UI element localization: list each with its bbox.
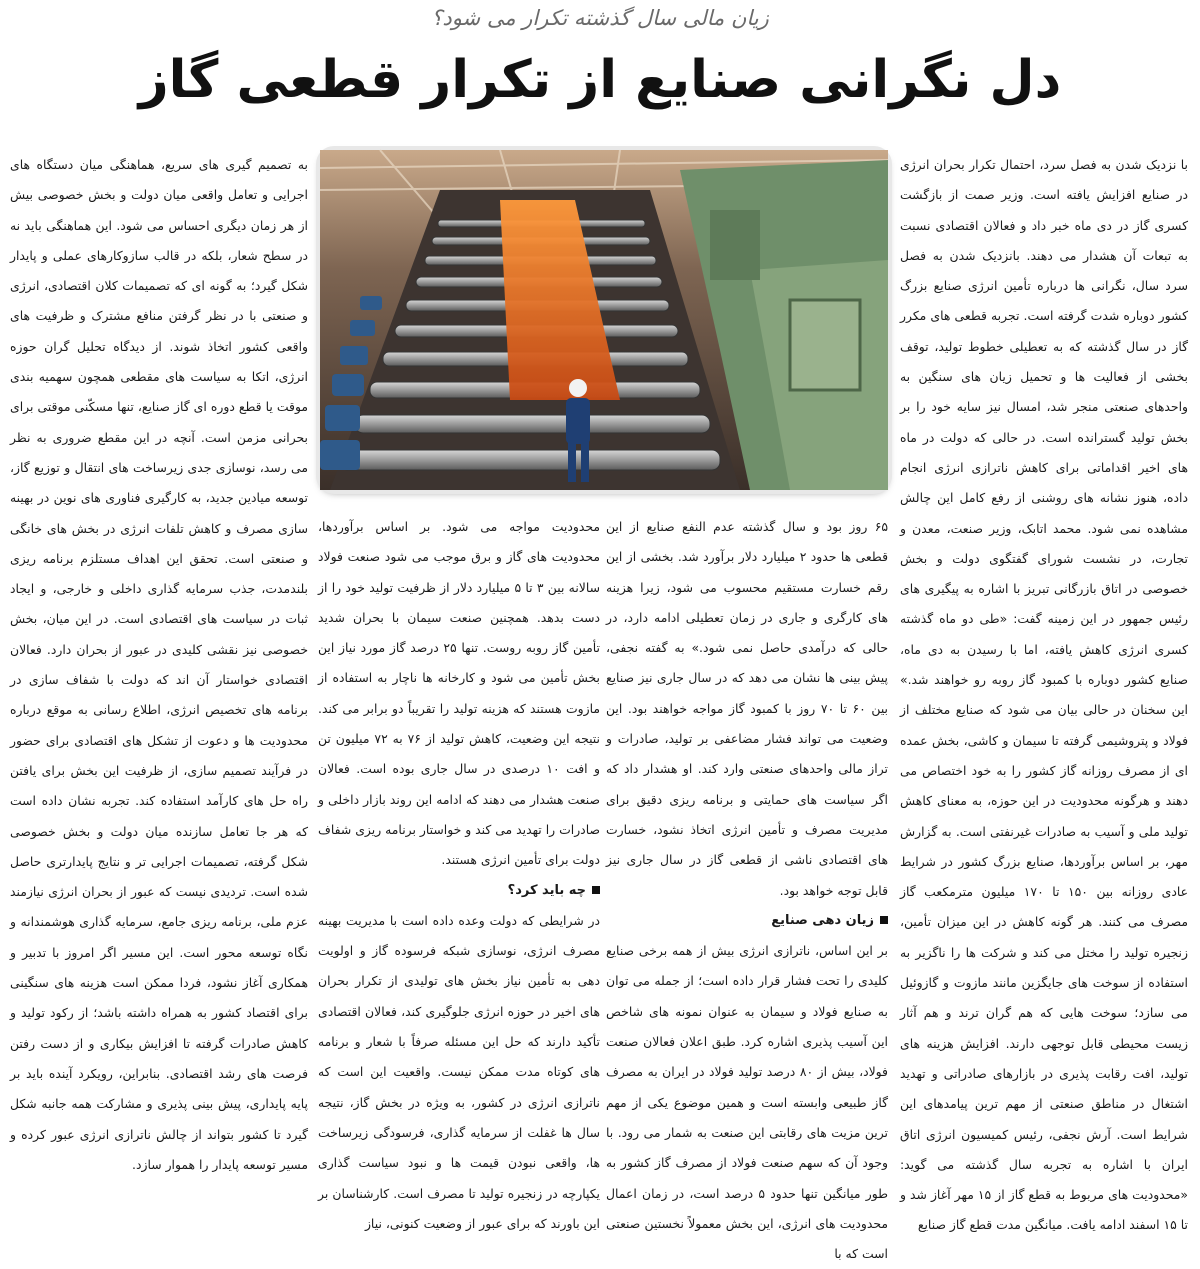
steel-mill-photo (320, 150, 888, 490)
column-2-text: ۶۵ روز بود و سال گذشته عدم النفع صنایع از این قطعی ها حدود ۲ میلیارد دلار برآورد شد. بخشی از این رقم خسارت مستقیم محسوب می شود، زیرا هزینه های کارگری و جاری در زمان تعطیلی ادامه دارد، در حالی که درآمدی حاصل نمی شود.» به گفته نجفی، پیش بینی ها نشان می دهد که در سال جاری نیز صنایع بین ۶۰ تا ۷۰ روز با کمبود گاز مواجه خواهند بود. این وضعیت می تواند فشار مضاعفی بر تولید، صادرات و تراز مالی واحدهای صنعتی وارد کند. او هشدار داد که اگر سیاست های حمایتی و برنامه ریزی دقیق برای مدیریت مصرف و تأمین انرژی اتخاذ نشود، خسارت های اقتصادی ناشی از قطعی گاز در سال جاری نیز قابل توجه خواهد بود. (606, 519, 889, 898)
subheading-what-to-do: چه باید کرد؟ (318, 876, 600, 906)
kicker: زیان مالی سال گذشته تکرار می شود؟ (431, 6, 769, 30)
column-4-text: به تصمیم گیری های سریع، هماهنگی میان دستگاه های اجرایی و تعامل واقعی میان دولت و بخش خصوصی بیش از هر زمان دیگری احساس می شود. این هماهنگی باید نه در سطح شعار، بلکه در قالب سازوکارهای عملی و پایدار شکل گیرد؛ به گونه ای که تصمیمات کلان اقتصادی، انرژی و صنعتی با در نظر گرفتن منافع مشترک و ظرفیت های واقعی کشور اتخاذ شوند. از دیدگاه تحلیل گران حوزه انرژی، اتکا به سیاست های مقطعی همچون سهمیه بندی موقت یا قطع دوره ای گاز صنایع، تنها مسکّنی موقتی برای بحرانی مزمن است. آنچه در این مقطع ضروری به نظر می رسد، نوسازی جدی زیرساخت های انتقال و توزیع گاز، توسعه میادین جدید، به کارگیری فناوری های نوین در بهینه سازی مصرف و کاهش تلفات انرژی در بخش های خانگی و صنعتی است. تحقق این اهداف مستلزم برنامه ریزی بلندمدت، جذب سرمایه گذاری داخلی و خارجی، و ایجاد ثبات در سیاست های اقتصادی است. در این میان، بخش خصوصی نیز نقشی کلیدی در عبور از بحران دارد. فعالان اقتصادی خواستار آن اند که دولت با شفاف سازی در برنامه های تخصیص انرژی، اطلاع رسانی به موقع درباره محدودیت ها و دعوت از تشکل های اقتصادی برای حضور در فرآیند تصمیم سازی، از ظرفیت این بخش برای یافتن راه حل های کارآمد استفاده کند. تجربه نشان داده است که هر جا تعامل سازنده میان دولت و بخش خصوصی شکل گرفته، تصمیمات اجرایی تر و نتایج پایدارتری حاصل شده است. تردیدی نیست که عبور از بحران انرژی نیازمند عزم ملی، برنامه ریزی جامع، سرمایه گذاری هوشمندانه و نگاه توسعه محور است. این مسیر اگر امروز با تدبیر و همکاری آغاز نشود، فردا ممکن است هزینه های سنگینی برای اقتصاد کشور به همراه داشته باشد؛ از رکود تولید و کاهش صادرات گرفته تا افزایش بیکاری و از دست رفتن فرصت های رشد اقتصادی. بنابراین، رویکرد آینده باید بر پایه پایداری، پیش بینی پذیری و مشارکت همه جانبه شکل گیرد تا کشور بتواند از چالش ناترازی انرژی عبور کرده و مسیر توسعه پایدار را هموار سازد. (10, 157, 308, 1172)
bullet-square-icon (880, 916, 888, 924)
article-column-1 (900, 150, 1189, 1233)
article-column-2 (606, 512, 889, 1262)
steel-mill-photo-illustration (320, 150, 888, 490)
subheading-industry-losses: زیان دهی صنایع (606, 906, 888, 936)
column-2-text-continued: بر این اساس، ناترازی انرژی بیش از همه برخی صنایع کلیدی را تحت فشار قرار داده است؛ از جمله می توان به صنایع فولاد و سیمان به عنوان نمونه های شاخص این آسیب پذیری اشاره کرد. طبق اعلان فعالان صنعت فولاد، بیش از ۸۰ درصد تولید فولاد در ایران به مصرف گاز طبیعی وابسته است و همین موضوع یکی از مهم ترین مزیت های رقابتی این صنعت به شمار می رود. با وجود آن که سهم صنعت فولاد از مصرف گاز کشور به طور میانگین تنها حدود ۵ درصد است، در زمان اعمال محدودیت های انرژی، این بخش معمولاً نخستین صنعتی است که با (606, 943, 889, 1262)
column-3-text: محدودیت مواجه می شود. بر اساس برآوردها، محدودیت های گاز و برق موجب می شود صنعت فولاد سالانه بین ۳ تا ۵ میلیارد دلار از ظرفیت تولید خود را از دست بدهد. همچنین صنعت سیمان با بحران شدید تأمین گاز روبه روست. تنها ۲۵ درصد گاز مورد نیاز این بخش تأمین می شود و کارخانه ها ناچار به استفاده از مازوت هستند که هزینه تولید را تقریباً دو برابر می کند. نتیجه این وضعیت، کاهش تولید از ۷۶ به ۷۲ میلیون تن و افت ۱۰ درصدی در سال جاری بوده است. فعالان صنعت هشدار می دهند که ادامه این روند بازار داخلی و صادرات را تهدید می کند و خواستار برنامه ریزی شفاف دولت برای تأمین انرژی هستند. (318, 519, 600, 868)
article-column-3 (318, 512, 600, 1231)
headline: دل نگرانی صنایع از تکرار قطعی گاز (138, 50, 1062, 110)
bullet-square-icon (592, 886, 600, 894)
article-column-4 (10, 150, 308, 1222)
column-3-text-continued: در شرایطی که دولت وعده داده است با مدیریت بهینه مصرف انرژی، نوسازی شبکه فرسوده گاز و اولویت دهی به تأمین نیاز بخش های تولیدی از تکرار بحران های اخیر در حوزه انرژی جلوگیری کند، فعالان اقتصادی تأکید دارند که حل این مسئله صرفاً با شعار و برنامه های کوتاه مدت ممکن نیست. واقعیت این است که ناترازی انرژی در کشور، به ویژه در بخش گاز، نتیجه سال ها غفلت از سرمایه گذاری، فرسودگی زیرساخت ها، واقعی نبودن قیمت ها و نبود سیاست گذاری یکپارچه در زنجیره تولید تا مصرف است. کارشناسان بر این باورند که برای عبور از وضعیت کنونی، نیاز (318, 912, 600, 1231)
column-1-text: با نزدیک شدن به فصل سرد، احتمال تکرار بحران انرژی در صنایع افزایش یافته است. وزیر صمت از بازگشت کسری گاز در دی ماه خبر داد و فعالان اقتصادی نسبت به تبعات آن هشدار می دهند. بانزدیک شدن به فصل سرد سال، نگرانی ها درباره تأمین انرژی صنایع بزرگ کشور دوباره شدت گرفته است. تجربه قطعی های مکرر گاز در سال گذشته که به تعطیلی خطوط تولید، توقف بخشی از فعالیت ها و تحمیل زیان های سنگین به واحدهای صنعتی منجر شد، امسال نیز سایه خود را بر بخش تولید گسترانده است. در حالی که دولت در ماه های اخیر اقداماتی برای کاهش ناترازی انرژی انجام داده، هنوز نشانه های روشنی از رفع کامل این چالش مشاهده نمی شود. محمد اتابک، وزیر صنعت، معدن و تجارت، در نشست شورای گفتگوی دولت و بخش خصوصی در اتاق بازرگانی تبریز با اشاره به پیگیری های رئیس جمهور در این زمینه گفت: «طی دو ماه گذشته کسری انرژی کاهش یافته، اما با رسیدن به دی ماه، صنایع کشور دوباره با کمبود گاز روبه رو خواهند شد.» این سخنان در حالی بیان می شود که صنایع مختلف از فولاد و پتروشیمی گرفته تا سیمان و کاشی، بخش عمده ای از مصرف روزانه گاز کشور را به خود اختصاص می دهند و هرگونه محدودیت در این حوزه، به معنای کاهش تولید ملی و آسیب به صادرات غیرنفتی است. به گزارش مهر، بر اساس برآوردها، صنایع بزرگ کشور در شرایط عادی روزانه بین ۱۵۰ تا ۱۷۰ میلیون مترمکعب گاز مصرف می کنند. هر گونه کاهش در این میزان تأمین، زنجیره تولید را مختل می کند و شرکت ها را ناگزیر به استفاده از سوخت های جایگزین مانند مازوت و گازوئیل می سازد؛ سوخت هایی که هم گران ترند و هم آثار زیست محیطی قابل توجهی دارند. افزایش هزینه های تولید، افت رقابت پذیری در بازارهای صادراتی و تهدید اشتغال در مناطق صنعتی از مهم ترین پیامدهای این شرایط است. آرش نجفی، رئیس کمیسیون انرژی اتاق ایران با اشاره به تجربه سال گذشته می گوید: «محدودیت های مربوط به قطع گاز از ۱۵ مهر آغاز شد و تا ۱۵ اسفند ادامه یافت. میانگین مدت قطع گاز صنایع (900, 157, 1189, 1233)
